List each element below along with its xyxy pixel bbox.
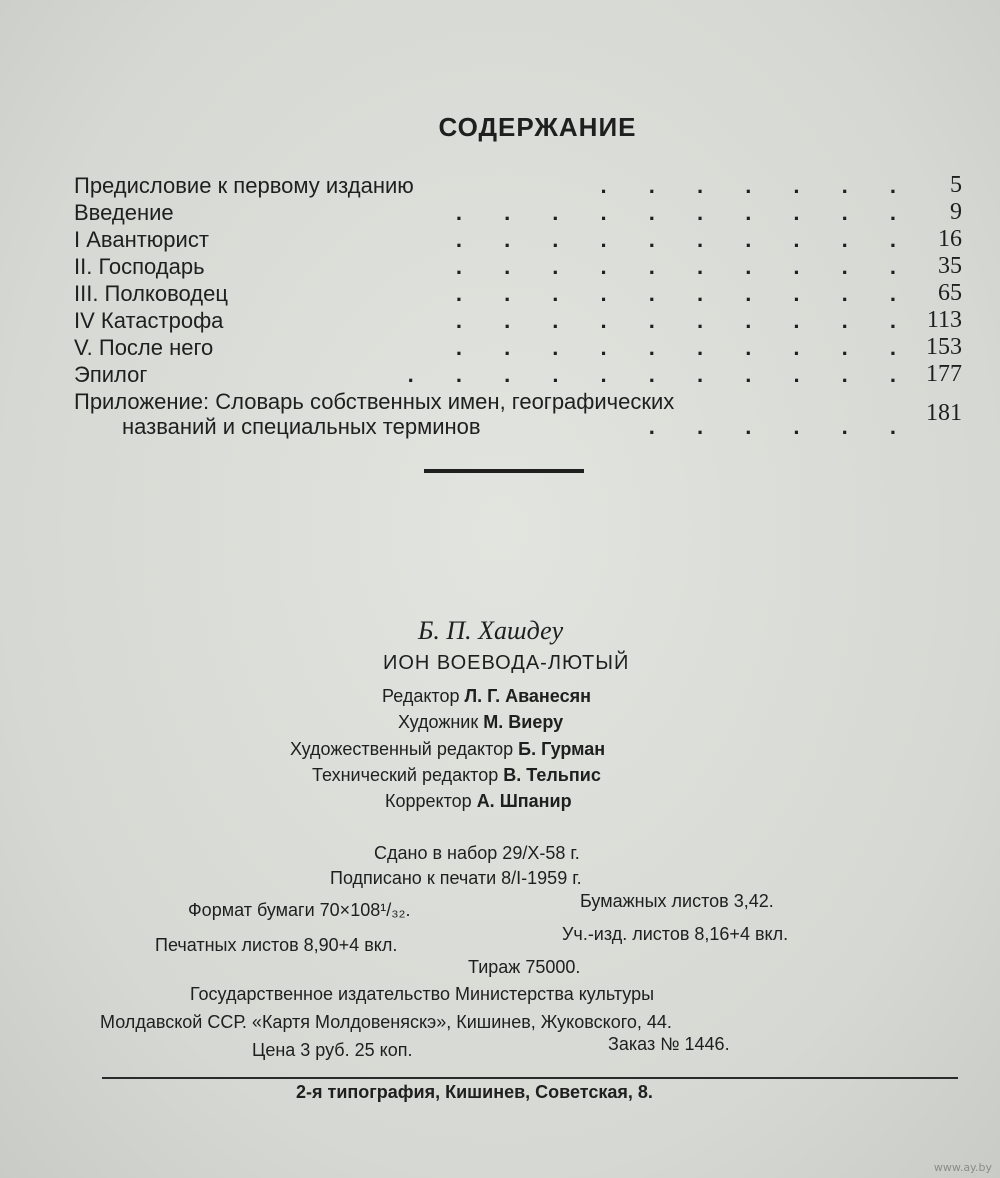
toc-entry-label: Приложение: Словарь собственных имен, географических bbox=[74, 389, 675, 414]
toc-entry-page: 35 bbox=[938, 253, 962, 279]
proofreader-label: Корректор bbox=[385, 791, 472, 811]
paper-format: Формат бумаги 70×108¹/₃₂. bbox=[188, 900, 411, 920]
toc-entry bbox=[74, 280, 962, 307]
art-editor-name: Б. Гурман bbox=[518, 739, 606, 759]
toc-entry-label: I Авантюрист bbox=[74, 227, 209, 252]
toc-entry bbox=[74, 334, 962, 361]
bottom-rule bbox=[102, 1077, 958, 1079]
toc-entry-page: 5 bbox=[950, 172, 962, 198]
artist-label: Художник bbox=[398, 712, 479, 732]
toc-entry-label: Введение bbox=[74, 200, 174, 225]
editor-credit bbox=[382, 686, 591, 707]
toc-leader: . . . . . . . . . . bbox=[455, 281, 914, 306]
publisher-line-1: Государственное издательство Министерства культуры bbox=[190, 984, 655, 1004]
art-editor-credit bbox=[290, 739, 605, 760]
toc-entry-label: III. Полководец bbox=[74, 281, 228, 306]
book-title: ИОН ВОЕВОДА-ЛЮТЫЙ bbox=[383, 652, 630, 674]
toc-leader: . . . . . . . . . . bbox=[455, 227, 914, 252]
print-run: Тираж 75000. bbox=[468, 957, 581, 977]
toc-entry bbox=[74, 172, 962, 199]
signed-date: Подписано к печати 8/I-1959 г. bbox=[330, 868, 582, 888]
watermark: www.ay.by bbox=[933, 1161, 992, 1174]
artist-credit bbox=[398, 712, 563, 733]
toc-entry bbox=[74, 361, 962, 388]
toc-leader: . . . . . . . . . . bbox=[455, 308, 914, 333]
toc-entry-label-continued: названий и специальных терминов bbox=[122, 414, 481, 439]
toc-entry-page: 113 bbox=[926, 307, 962, 333]
toc-entry-page: 181 bbox=[926, 400, 962, 426]
proofreader-credit bbox=[385, 791, 572, 812]
table-of-contents bbox=[74, 172, 962, 444]
toc-entry bbox=[74, 199, 962, 226]
contents-title: СОДЕРЖАНИЕ bbox=[438, 112, 637, 142]
editor-name: Л. Г. Аванесян bbox=[464, 686, 591, 706]
toc-leader: . . . . . . . bbox=[600, 173, 914, 198]
paper-sheets: Бумажных листов 3,42. bbox=[580, 891, 774, 911]
toc-entry bbox=[74, 253, 962, 280]
section-divider bbox=[424, 469, 584, 473]
print-sheets: Печатных листов 8,90+4 вкл. bbox=[155, 935, 398, 955]
toc-leader: . . . . . . . . . . bbox=[455, 200, 914, 225]
artist-name: М. Виеру bbox=[483, 712, 564, 732]
proofreader-name: А. Шпанир bbox=[476, 791, 572, 811]
toc-leader: . . . . . . . . . . bbox=[455, 335, 914, 360]
price: Цена 3 руб. 25 коп. bbox=[252, 1040, 413, 1060]
toc-entry-page: 153 bbox=[926, 334, 962, 360]
publisher-sheets: Уч.-изд. листов 8,16+4 вкл. bbox=[562, 924, 789, 944]
author-name: Б. П. Хашдеу bbox=[418, 616, 564, 645]
toc-entry bbox=[74, 307, 962, 334]
toc-leader: . . . . . . . . . . . bbox=[407, 362, 914, 387]
tech-editor-label: Технический редактор bbox=[312, 765, 499, 785]
toc-entry-label: Предисловие к первому изданию bbox=[74, 173, 414, 198]
toc-entry-label: Эпилог bbox=[74, 362, 148, 387]
tech-editor-credit bbox=[312, 765, 601, 786]
order-number: Заказ № 1446. bbox=[608, 1034, 730, 1054]
art-editor-label: Художественный редактор bbox=[290, 739, 514, 759]
toc-entry-page: 177 bbox=[926, 361, 962, 387]
toc-leader: . . . . . . . . . . bbox=[455, 254, 914, 279]
toc-entry-page: 16 bbox=[938, 226, 962, 252]
tech-editor-name: В. Тельпис bbox=[503, 765, 601, 785]
toc-entry bbox=[74, 226, 962, 253]
publisher-line-2: Молдавской ССР. «Картя Молдовеняскэ», Кишинев, Жуковского, 44. bbox=[100, 1012, 672, 1032]
toc-entry-page: 9 bbox=[950, 199, 962, 225]
typeset-date: Сдано в набор 29/X-58 г. bbox=[374, 843, 580, 863]
toc-entry-label: II. Господарь bbox=[74, 254, 205, 279]
toc-entry-label: V. После него bbox=[74, 335, 214, 360]
toc-entry-label: IV Катастрофа bbox=[74, 308, 224, 333]
toc-entry-appendix bbox=[74, 388, 962, 444]
toc-leader: . . . . . . bbox=[648, 414, 914, 439]
toc-entry-page: 65 bbox=[938, 280, 962, 306]
printer-info: 2-я типография, Кишинев, Советская, 8. bbox=[296, 1082, 653, 1102]
editor-label: Редактор bbox=[382, 686, 460, 706]
